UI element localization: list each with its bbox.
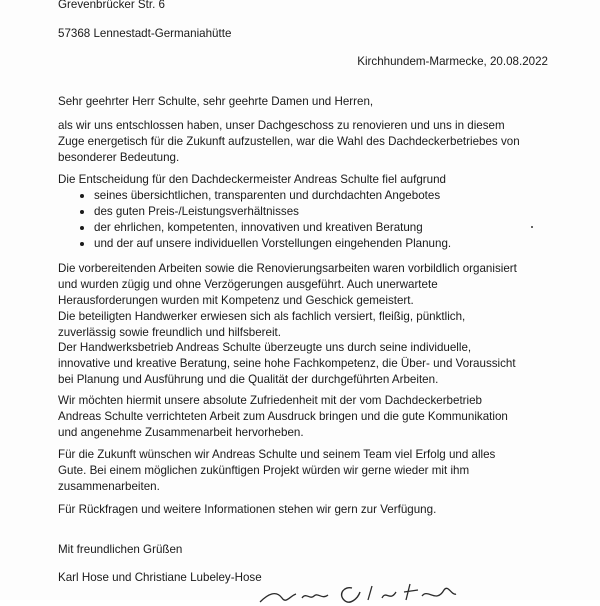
paragraph-line: innovative und kreative Beratung, seine hohe Fachkompetenz, die Über- und Voraussicht: [58, 357, 516, 370]
paragraph-satisfaction: [58, 393, 558, 441]
sender-street: Grevenbrücker Str. 6: [58, 0, 165, 11]
paragraph-line: zuverlässig sowie freundlich und hilfsbereit.: [58, 326, 281, 339]
closing: Mit freundlichen Grüßen: [58, 543, 183, 556]
list-item: [58, 220, 558, 236]
handwritten-signature: [240, 576, 510, 606]
bullet-icon: [80, 210, 84, 214]
list-item-text: seines übersichtlichen, transparenten und durchdachten Angebotes: [94, 189, 441, 202]
paragraph-line: Die Entscheidung für den Dachdeckermeister Andreas Schulte fiel aufgrund: [58, 173, 446, 186]
paragraph-line: und wurden zügig und ohne Verzögerungen ausgeführt. Auch unerwartete: [58, 278, 438, 291]
reasons-list: [58, 188, 558, 252]
bullet-icon: [80, 226, 84, 230]
paragraph-line: Gute. Bei einem möglichen zukünftigen Projekt würden wir gerne wieder mit ihm: [58, 464, 470, 477]
paragraph-line: zusammenarbeiten.: [58, 480, 160, 493]
paragraph-line: Die vorbereitenden Arbeiten sowie die Renovierungsarbeiten waren vorbildlich organisiert: [58, 262, 517, 275]
paragraph-line: als wir uns entschlossen haben, unser Dachgeschoss zu renovieren und uns in diesem: [58, 119, 505, 132]
list-item: [58, 204, 558, 220]
paragraph-competence: [58, 340, 558, 388]
list-item-text: und der auf unsere individuellen Vorstellungen eingehenden Planung.: [94, 237, 452, 250]
paragraph-line: Der Handwerksbetrieb Andreas Schulte überzeugte uns durch seine individuelle,: [58, 341, 472, 354]
list-item-text: des guten Preis-/Leistungsverhältnisses: [94, 205, 299, 218]
paragraph-line: Die beteiligten Handwerker erwiesen sich als fachlich versiert, fleißig, pünktlich,: [58, 310, 466, 323]
paragraph-intro: [58, 118, 558, 166]
list-item: [58, 236, 558, 252]
bullet-icon: [80, 242, 84, 246]
signatories: Karl Hose und Christiane Lubeley-Hose: [58, 571, 262, 584]
paragraph-line: Zuge energetisch für die Zukunft aufzustellen, war die Wahl des Dachdeckerbetriebes von: [58, 135, 520, 148]
paragraph-line: Wir möchten hiermit unsere absolute Zufriedenheit mit der vom Dachdeckerbetrieb: [58, 394, 483, 407]
paragraph-decision: [58, 172, 558, 188]
paragraph-line: Andreas Schulte verrichteten Arbeit zum Ausdruck bringen und die gute Kommunikation: [58, 410, 508, 423]
sender-city: 57368 Lennestadt-Germaniahütte: [58, 27, 232, 40]
place-date: Kirchhundem-Marmecke, 20.08.2022: [357, 55, 548, 68]
list-item-text: der ehrlichen, kompetenten, innovativen und kreativen Beratung: [94, 221, 423, 234]
paragraph-line: und angenehme Zusammenarbeit hervorheben.: [58, 426, 304, 439]
list-item: [58, 188, 558, 204]
paragraph-line: besonderer Bedeutung.: [58, 151, 180, 164]
bullet-icon: [80, 194, 84, 198]
paragraph-line: Für die Zukunft wünschen wir Andreas Schulte und seinem Team viel Erfolg und alles: [58, 448, 496, 461]
scan-speck: [531, 226, 533, 228]
paragraph-contact: [58, 502, 558, 518]
salutation: Sehr geehrter Herr Schulte, sehr geehrte Damen und Herren,: [58, 95, 374, 108]
paragraph-line: Für Rückfragen und weitere Informationen stehen wir gern zur Verfügung.: [58, 503, 437, 516]
paragraph-line: bei Planung und Ausführung und die Qualität der durchgeführten Arbeiten.: [58, 373, 439, 386]
paragraph-line: Herausforderungen wurden mit Kompetenz und Geschick gemeistert.: [58, 294, 414, 307]
paragraph-future: [58, 447, 558, 495]
paragraph-execution: [58, 261, 558, 341]
